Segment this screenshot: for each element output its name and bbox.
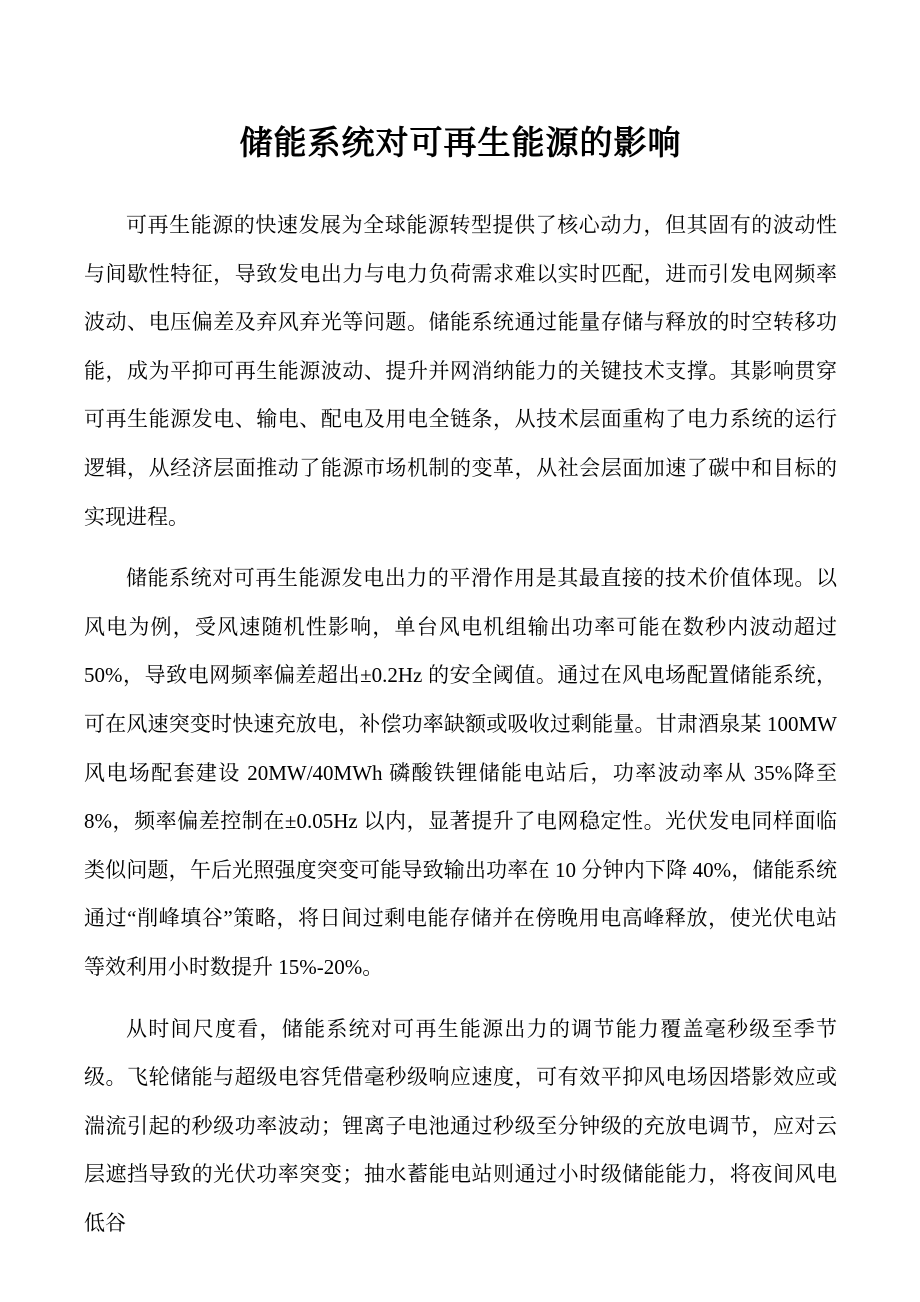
paragraph-time-scale: 从时间尺度看，储能系统对可再生能源出力的调节能力覆盖毫秒级至季节级。飞轮储能与超级电容凭借毫秒级响应速度，可有效平抑风电场因塔影效应或湍流引起的秒级功率波动；锂离子电池通过秒级至分钟级的充放电调节，应对云层遮挡导致的光伏功率突变；抽水蓄能电站则通过小时级储能能力，将夜间风电低谷 (84, 1016, 837, 1235)
document-title: 储能系统对可再生能源的影响 (239, 124, 682, 161)
paragraph-smoothing-effect: 储能系统对可再生能源发电出力的平滑作用是其最直接的技术价值体现。以风电为例，受风速随机性影响，单台风电机组输出功率可能在数秒内波动超过 50%，导致电网频率偏差超出±0.2Hz 的安全阈值。通过在风电场配置储能系统，可在风速突变时快速充放电，补偿功率缺额或吸收过剩能量。甘肃酒泉某 100MW 风电场配套建设 20MW/40MWh 磷酸铁锂储能电站后，功率波动率从 35%降至 8%，频率偏差控制在±0.05Hz 以内，显著提升了电网稳定性。光伏发电同样面临类似问题，午后光照强度突变可能导致输出功率在 10 分钟内下降 40%，储能系统通过“削峰填谷”策略，将日间过剩电能存储并在傍晚用电高峰释放，使光伏电站等效利用小时数提升 15%-20%。 (84, 566, 837, 979)
paragraph-intro: 可再生能源的快速发展为全球能源转型提供了核心动力，但其固有的波动性与间歇性特征，导致发电出力与电力负荷需求难以实时匹配，进而引发电网频率波动、电压偏差及弃风弃光等问题。储能系统通过能量存储与释放的时空转移功能，成为平抑可再生能源波动、提升并网消纳能力的关键技术支撑。其影响贯穿可再生能源发电、输电、配电及用电全链条，从技术层面重构了电力系统的运行逻辑，从经济层面推动了能源市场机制的变革，从社会层面加速了碳中和目标的实现进程。 (84, 213, 837, 529)
